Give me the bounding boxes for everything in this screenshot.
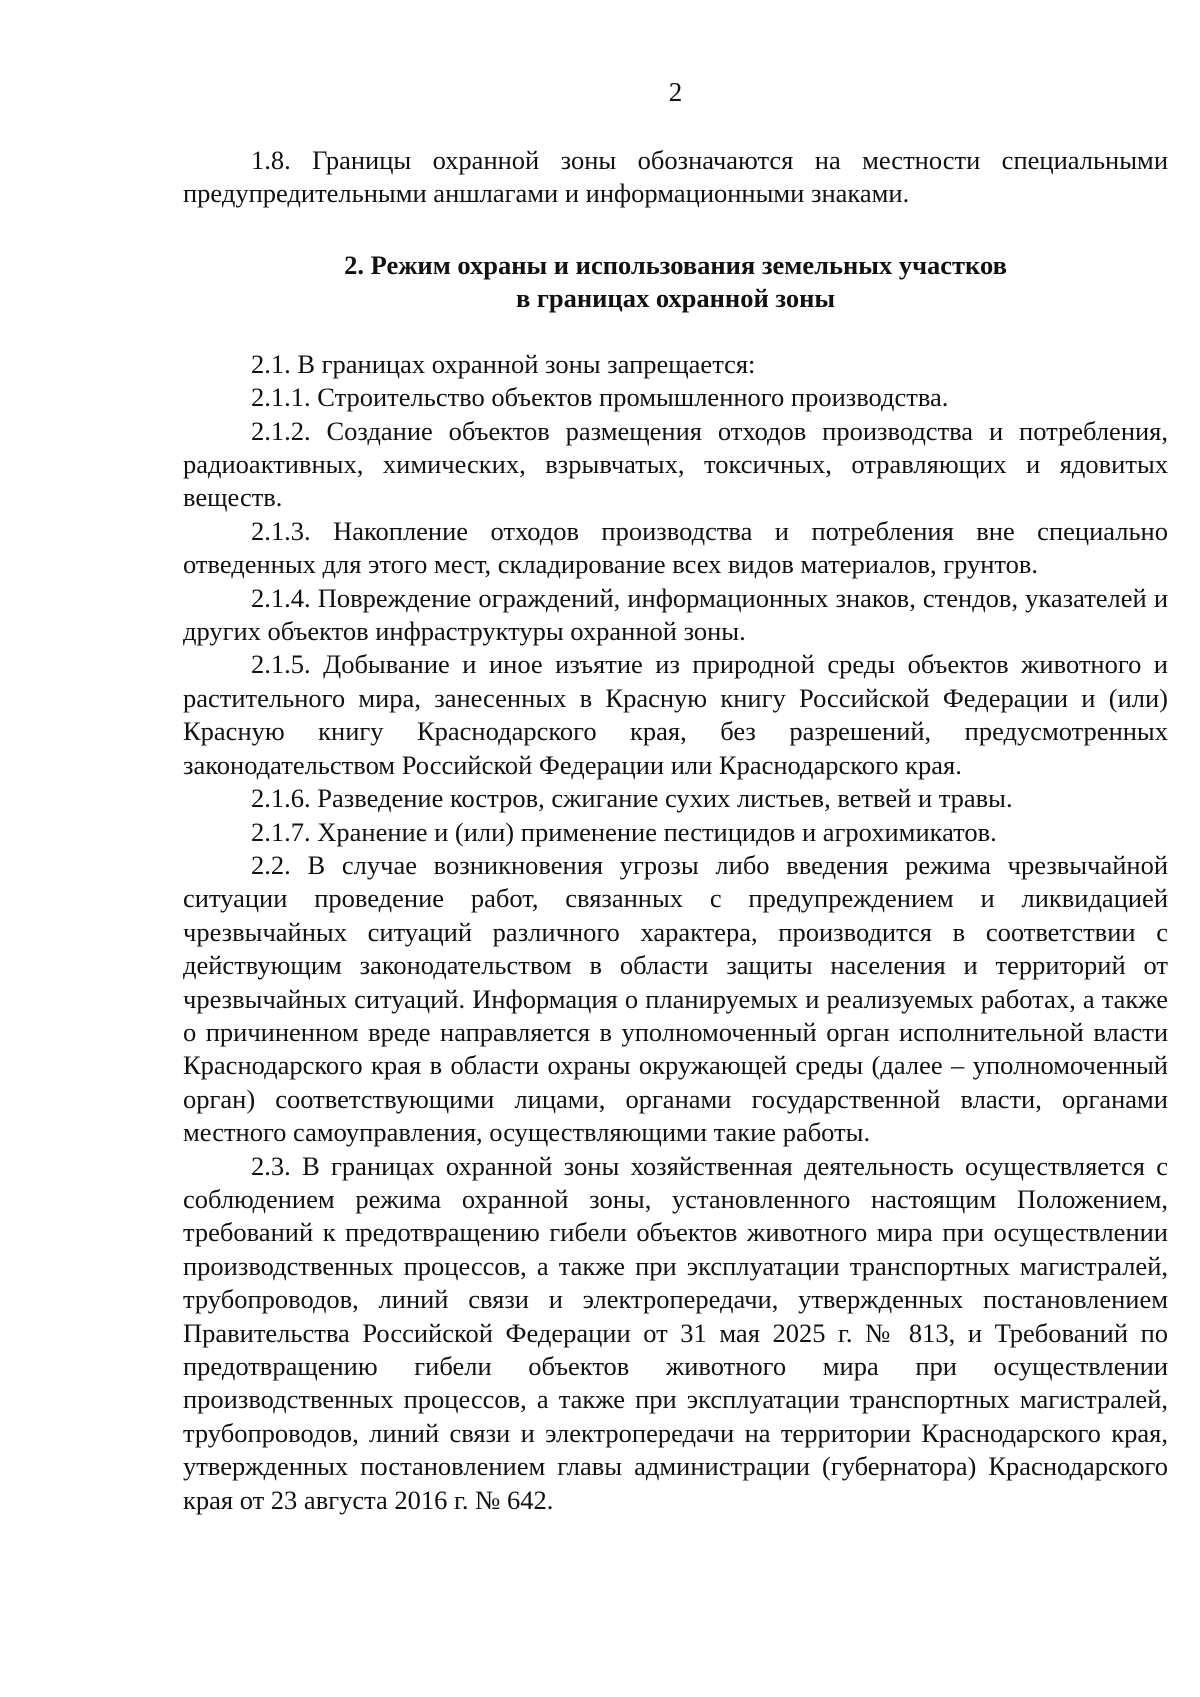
paragraph-2-1-6: 2.1.6. Разведение костров, сжигание сухих листьев, ветвей и травы.	[251, 783, 1013, 814]
paragraph-2-1-5: 2.1.5. Добывание и иное изъятие из природной среды объектов животного и растительного мира, занесенных в Красную книгу Российской Федерации и (или) Красную книгу Краснодарского края, без разрешений, предусмотренных законодательством Российской Федерации или Краснодарского края.	[183, 649, 1168, 780]
section-heading-line-1: 2. Режим охраны и использования земельных участков	[344, 249, 1007, 280]
paragraph-2-3: 2.3. В границах охранной зоны хозяйственная деятельность осуществляется с соблюдением режима охранной зоны, установленного настоящим Положением, требований к предотвращению гибели объектов животного мира при осуществлении производственных процессов, а также при эксплуатации транспортных магистралей, трубопроводов, линий связи и электропередачи, утвержденных постановлением Правительства Российской Федерации от 31 мая 2025 г. № 813, и Требований по предотвращению гибели объектов животного мира при осуществлении производственных процессов, а также при эксплуатации транспортных магистралей, трубопроводов, линий связи и электропередачи на территории Краснодарского края, утвержденных постановлением главы администрации (губернатора) Краснодарского края от 23 августа 2016 г. № 642.	[183, 1150, 1168, 1515]
paragraph-2-1-7: 2.1.7. Хранение и (или) применение пестицидов и агрохимикатов.	[251, 816, 997, 847]
section-heading	[183, 249, 1168, 315]
paragraph-1-8: 1.8. Границы охранной зоны обозначаются на местности специальными предупредительными аншлагами и информационными знаками.	[183, 145, 1168, 209]
paragraph-2-1-1: 2.1.1. Строительство объектов промышленного производства.	[251, 382, 949, 413]
paragraph-2-1: 2.1. В границах охранной зоны запрещается:	[251, 348, 756, 379]
paragraph-2-2: 2.2. В случае возникновения угрозы либо введения режима чрезвычайной ситуации проведение работ, связанных с предупреждением и ликвидацией чрезвычайных ситуаций различного характера, производится в соответствии с действующим законодательством в области защиты населения и территорий от чрезвычайных ситуаций. Информация о планируемых и реализуемых работах, а также о причиненном вреде направляется в уполномоченный орган исполнительной власти Краснодарского края в области охраны окружающей среды (далее – уполномоченный орган) соответствующими лицами, органами государственной власти, органами местного самоуправления, осуществляющими такие работы.	[183, 849, 1168, 1148]
document-page	[183, 72, 1168, 1517]
paragraph-2-1-3: 2.1.3. Накопление отходов производства и потребления вне специально отведенных для этого мест, складирование всех видов материалов, грунтов.	[183, 515, 1168, 580]
section-heading-line-2: в границах охранной зоны	[515, 282, 836, 313]
paragraph-2-1-4: 2.1.4. Повреждение ограждений, информационных знаков, стендов, указателей и других объектов инфраструктуры охранной зоны.	[183, 582, 1168, 647]
page-number: 2	[668, 77, 683, 107]
paragraph-2-1-2: 2.1.2. Создание объектов размещения отходов производства и потребления, радиоактивных, химических, взрывчатых, токсичных, отравляющих и ядовитых веществ.	[183, 415, 1168, 513]
